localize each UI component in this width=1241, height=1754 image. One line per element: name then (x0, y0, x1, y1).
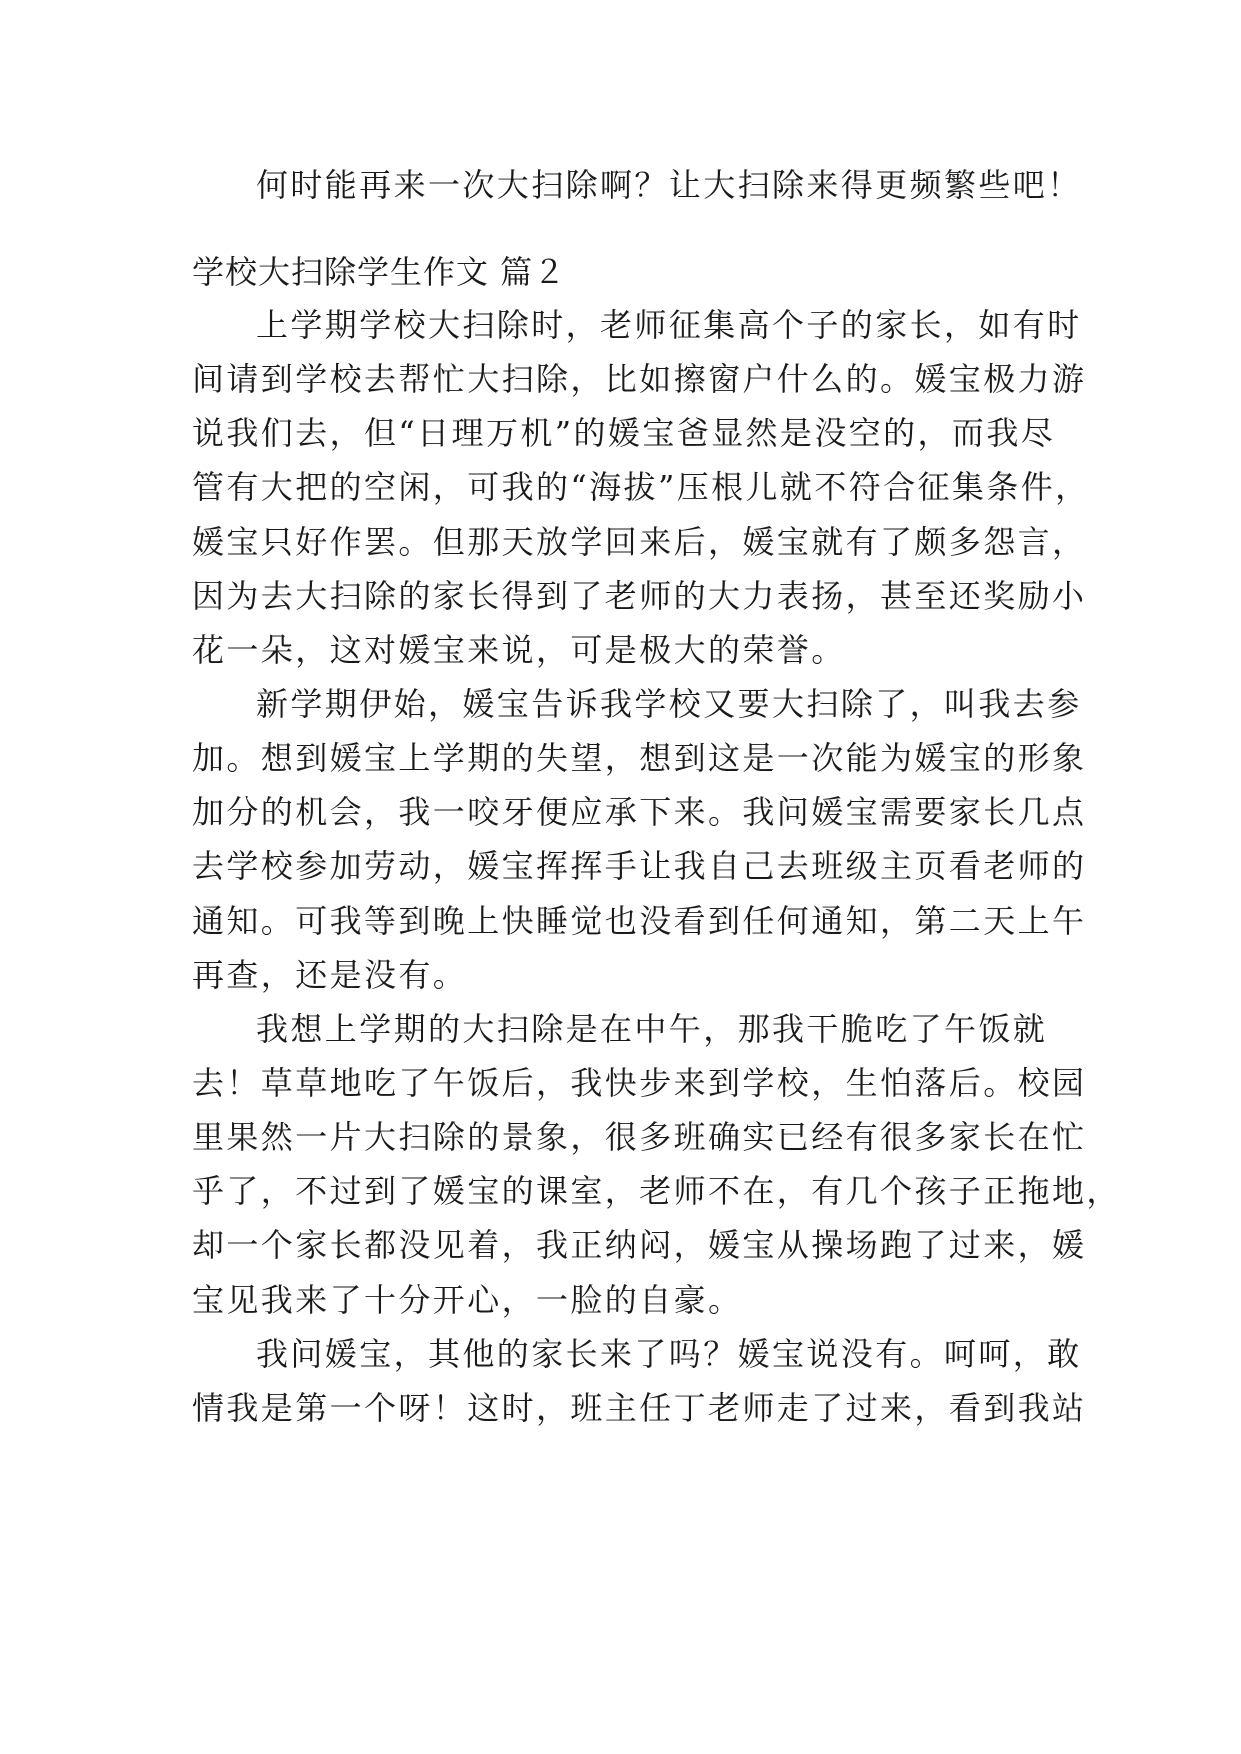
paragraph-line: 通知。可我等到晚上快睡觉也没看到任何通知，第二天上午 (192, 902, 1087, 940)
paragraph-line: 加。想到媛宝上学期的失望，想到这是一次能为媛宝的形象 (192, 739, 1087, 777)
section-heading: 学校大扫除学生作文 篇２ (192, 253, 567, 291)
paragraph-line: 去！草草地吃了午饭后，我快步来到学校，生怕落后。校园 (192, 1064, 1087, 1102)
paragraph-line: 加分的机会，我一咬牙便应承下来。我问媛宝需要家长几点 (192, 793, 1087, 831)
paragraph-line: 新学期伊始，媛宝告诉我学校又要大扫除了，叫我去参 (256, 685, 1082, 723)
opening-line: 何时能再来一次大扫除啊？让大扫除来得更频繁些吧！ (256, 166, 1082, 204)
paragraph-line: 里果然一片大扫除的景象，很多班确实已经有很多家长在忙 (192, 1118, 1087, 1156)
paragraph-line: 管有大把的空闲，可我的“海拔”压根儿就不符合征集条件， (192, 468, 1090, 506)
paragraph-line: 我想上学期的大扫除是在中午，那我干脆吃了午饭就 (256, 1010, 1048, 1048)
paragraph-line: 情我是第一个呀！这时，班主任丁老师走了过来，看到我站 (192, 1389, 1087, 1427)
paragraph-line: 因为去大扫除的家长得到了老师的大力表扬，甚至还奖励小 (192, 577, 1087, 615)
paragraph-line: 宝见我来了十分开心，一脸的自豪。 (192, 1281, 743, 1319)
paragraph-line: 花一朵，这对媛宝来说，可是极大的荣誉。 (192, 631, 846, 669)
paragraph-line: 说我们去，但“日理万机”的媛宝爸显然是没空的，而我尽 (192, 414, 1056, 452)
paragraph-line: 我问媛宝，其他的家长来了吗？媛宝说没有。呵呵，敢 (256, 1335, 1082, 1373)
paragraph-line: 间请到学校去帮忙大扫除，比如擦窗户什么的。媛宝极力游 (192, 360, 1087, 398)
paragraph-line: 再查，还是没有。 (192, 956, 468, 994)
paragraph-line: 上学期学校大扫除时，老师征集高个子的家长，如有时 (256, 306, 1082, 344)
paragraph-line: 去学校参加劳动，媛宝挥挥手让我自己去班级主页看老师的 (192, 847, 1087, 885)
paragraph-line: 媛宝只好作罢。但那天放学回来后，媛宝就有了颇多怨言， (192, 523, 1087, 561)
paragraph-line: 乎了，不过到了媛宝的课室，老师不在，有几个孩子正拖地， (192, 1172, 1121, 1210)
paragraph-line: 却一个家长都没见着，我正纳闷，媛宝从操场跑了过来，媛 (192, 1226, 1087, 1264)
